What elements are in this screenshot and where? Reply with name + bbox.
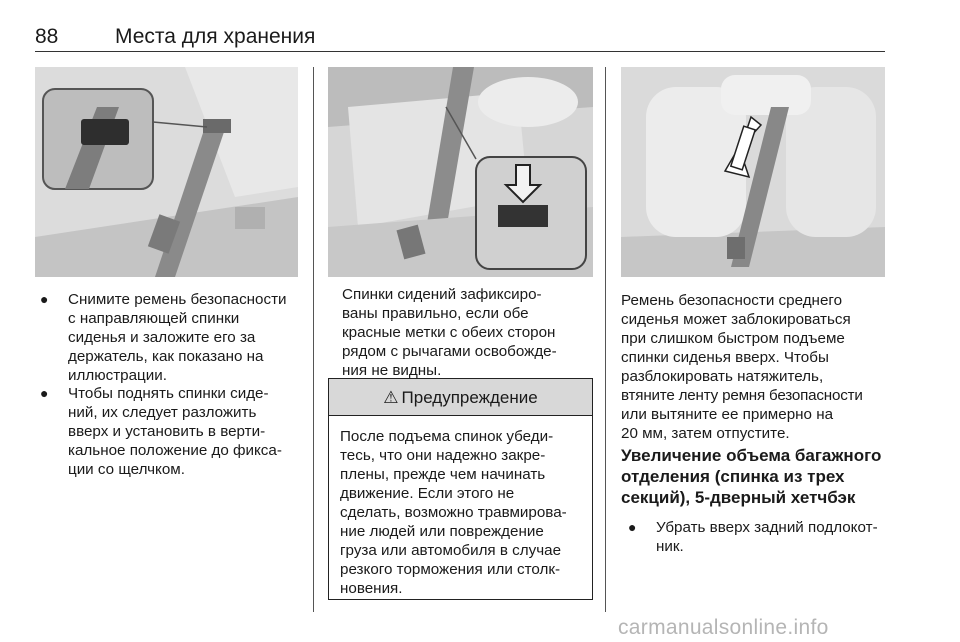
warning-icon: ⚠ (383, 388, 399, 407)
column-divider-1 (313, 67, 314, 612)
text-line: Ремень безопасности среднего (621, 292, 843, 309)
text-line: вверх и установить в верти- (68, 423, 266, 440)
illustration-middle-belt (621, 67, 885, 277)
page-header (35, 25, 885, 51)
text-line: новения. (340, 580, 403, 597)
text-line: ник. (656, 538, 684, 555)
text-line: ваны правильно, если обе (342, 305, 529, 322)
text-line: Спинки сидений зафиксиро- (342, 286, 542, 303)
text-line: 20 мм, затем отпустите. (621, 425, 790, 442)
bullet-marker: ● (40, 291, 49, 307)
text-line: при слишком быстром подъеме (621, 330, 845, 347)
text-line: После подъема спинок убеди- (340, 428, 554, 445)
text-line: спинки сиденья вверх. Чтобы (621, 349, 829, 366)
illustration-seat-release (328, 67, 593, 277)
text-line: тесь, что они надежно закре- (340, 447, 546, 464)
text-line: ние людей или повреждение (340, 523, 544, 540)
text-line: сиденья может заблокироваться (621, 311, 851, 328)
text-line: или вытяните ее примерно на (621, 406, 834, 423)
text-line: ний, их следует разложить (68, 404, 257, 421)
text-line: разблокировать натяжитель, (621, 368, 824, 385)
text-line: ния не видны. (342, 362, 442, 379)
illustration-belt-holder (35, 67, 298, 277)
text-line: с направляющей спинки (68, 310, 240, 327)
text-line: сиденья и заложите его за (68, 329, 256, 346)
bullet-marker: ● (628, 519, 637, 535)
text-line: движение. Если этого не (340, 485, 515, 502)
text-line: рядом с рычагами освобожде- (342, 343, 557, 360)
header-rule (35, 51, 885, 52)
text-line: держатель, как показано на (68, 348, 264, 365)
page-number: 88 (35, 25, 59, 48)
warning-title: Предупреждение (401, 388, 538, 407)
warning-text (340, 427, 567, 598)
warning-header (329, 379, 592, 416)
column-divider-2 (605, 67, 606, 612)
text-line: Снимите ремень безопасности (68, 291, 287, 308)
text-line: красные метки с обеих сторон (342, 324, 556, 341)
text-line: плены, прежде чем начинать (340, 466, 546, 483)
bullet-marker: ● (40, 385, 49, 401)
text-line: резкого торможения или столк- (340, 561, 561, 578)
text-line: Чтобы поднять спинки сиде- (68, 385, 269, 402)
text-line: груза или автомобиля в случае (340, 542, 562, 559)
section-heading (621, 445, 881, 508)
paragraph-seat-lock (342, 285, 594, 380)
text-line: иллюстрации. (68, 367, 167, 384)
text-line: ции со щелчком. (68, 461, 185, 478)
watermark: carmanualsonline.info (618, 616, 829, 639)
paragraph-middle-belt (621, 291, 885, 443)
heading-line: отделения (спинка из трех (621, 467, 845, 486)
text-line: Убрать вверх задний подлокот- (656, 519, 878, 536)
warning-box (328, 378, 593, 600)
chapter-title: Места для хранения (115, 25, 316, 48)
heading-line: Увеличение объема багажного (621, 446, 882, 465)
heading-line: секций), 5-дверный хетчбэк (621, 488, 856, 507)
text-line: сделать, возможно травмирова- (340, 504, 567, 521)
text-line: кальное положение до фикса- (68, 442, 282, 459)
text-line: втяните ленту ремня безопасности (621, 387, 863, 404)
